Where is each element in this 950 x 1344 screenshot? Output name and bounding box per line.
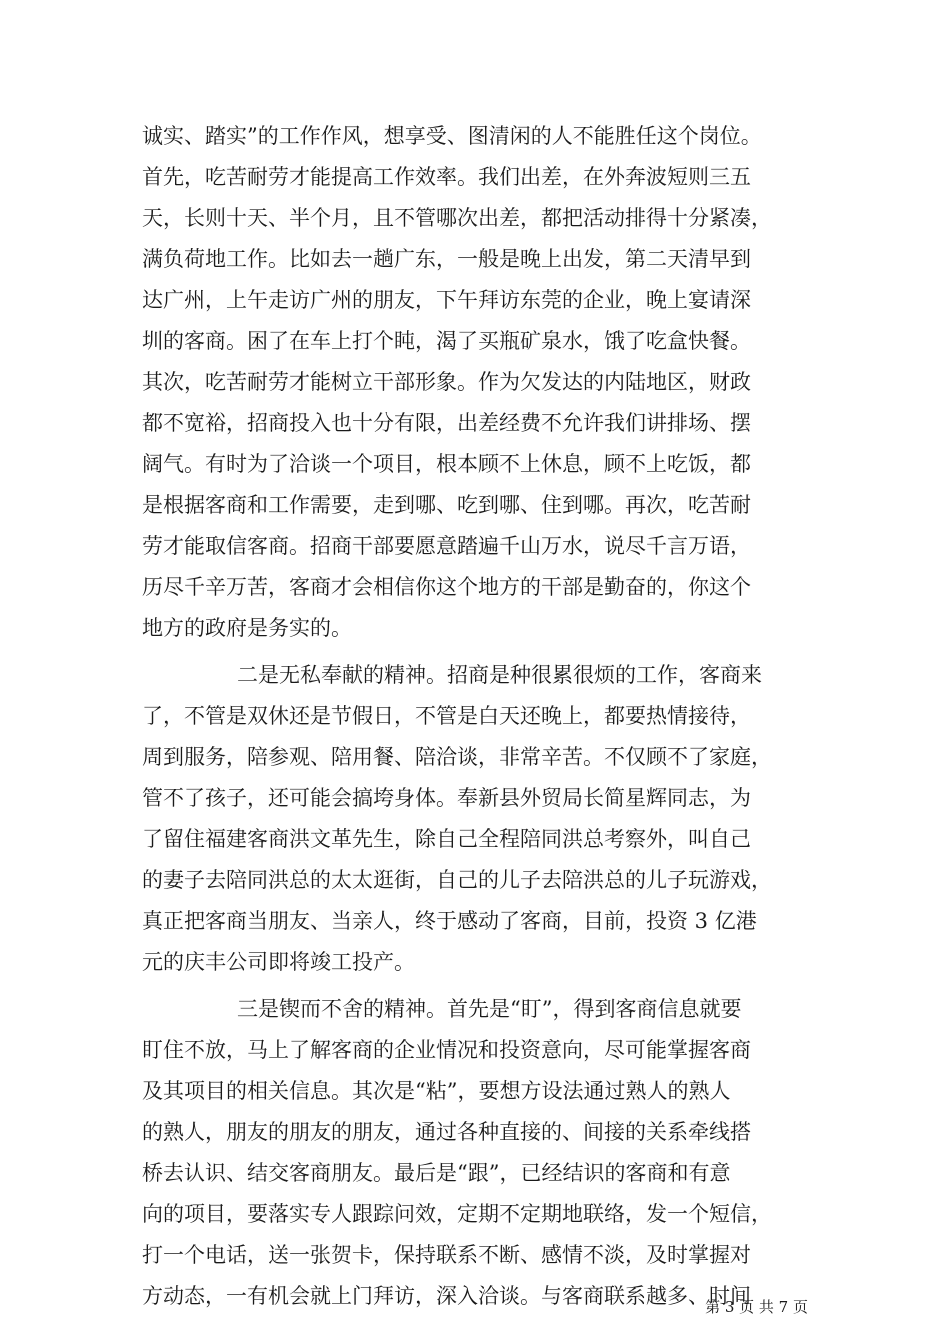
text-line-indented: 二是无私奉献的精神。招商是种很累很烦的工作，客商来 <box>237 663 762 687</box>
paragraph-dedication <box>142 655 808 983</box>
document-body <box>142 116 808 1317</box>
text-line: 是根据客商和工作需要，走到哪、吃到哪、住到哪。再次，吃苦耐 <box>142 493 751 517</box>
text-line: 向的项目，要落实专人跟踪问效，定期不定期地联络，发一个短信， <box>142 1202 772 1226</box>
text-line: 首先，吃苦耐劳才能提高工作效率。我们出差，在外奔波短则三五 <box>142 165 751 189</box>
text-line: 了留住福建客商洪文革先生，除自己全程陪同洪总考察外，叫自己 <box>142 827 751 851</box>
text-line: 圳的客商。困了在车上打个盹，渴了买瓶矿泉水，饿了吃盒快餐。 <box>142 329 751 353</box>
text-line: 元的庆丰公司即将竣工投产。 <box>142 950 415 974</box>
text-line-indented: 三是锲而不舍的精神。首先是“盯”，得到客商信息就要 <box>237 997 742 1021</box>
text-line: 的熟人，朋友的朋友的朋友，通过各种直接的、间接的关系牵线搭 <box>142 1120 751 1144</box>
text-line: 盯住不放，马上了解客商的企业情况和投资意向，尽可能掌握客商 <box>142 1038 751 1062</box>
text-line: 天，长则十天、半个月，且不管哪次出差，都把活动排得十分紧凑， <box>142 206 772 230</box>
text-line: 及其项目的相关信息。其次是“粘”，要想方设法通过熟人的熟人 <box>142 1079 731 1103</box>
text-line: 历尽千辛万苦，客商才会相信你这个地方的干部是勤奋的，你这个 <box>142 575 751 599</box>
text-line: 管不了孩子，还可能会搞垮身体。奉新县外贸局长简星辉同志，为 <box>142 786 751 810</box>
page-number-footer: 第 3 页 共 7 页 <box>705 1298 808 1316</box>
text-line: 诚实、踏实”的工作作风，想享受、图清闲的人不能胜任这个岗位。 <box>142 124 762 148</box>
text-line: 都不宽裕，招商投入也十分有限，出差经费不允许我们讲排场、摆 <box>142 411 751 435</box>
text-line: 其次，吃苦耐劳才能树立干部形象。作为欠发达的内陆地区，财政 <box>142 370 751 394</box>
text-line: 方动态，一有机会就上门拜访，深入洽谈。与客商联系越多、时间 <box>142 1284 751 1308</box>
text-line: 打一个电话，送一张贺卡，保持联系不断、感情不淡，及时掌握对 <box>142 1243 751 1267</box>
text-line: 满负荷地工作。比如去一趟广东，一般是晚上出发，第二天清早到 <box>142 247 751 271</box>
text-line: 达广州，上午走访广州的朋友，下午拜访东莞的企业，晚上宴请深 <box>142 288 751 312</box>
text-line: 阔气。有时为了洽谈一个项目，根本顾不上休息，顾不上吃饭，都 <box>142 452 751 476</box>
text-line: 了，不管是双休还是节假日，不管是白天还晚上，都要热情接待， <box>142 704 751 728</box>
text-line: 真正把客商当朋友、当亲人，终于感动了客商，目前，投资 3 亿港 <box>142 909 757 933</box>
paragraph-perseverance <box>142 989 808 1317</box>
text-line: 周到服务，陪参观、陪用餐、陪洽谈，非常辛苦。不仅顾不了家庭， <box>142 745 772 769</box>
paragraph-work-style <box>142 116 808 649</box>
text-line: 地方的政府是务实的。 <box>142 616 352 640</box>
text-line: 劳才能取信客商。招商干部要愿意踏遍千山万水，说尽千言万语， <box>142 534 751 558</box>
text-line: 的妻子去陪同洪总的太太逛街，自己的儿子去陪洪总的儿子玩游戏， <box>142 868 772 892</box>
text-line: 桥去认识、结交客商朋友。最后是“跟”，已经结识的客商和有意 <box>142 1161 731 1185</box>
